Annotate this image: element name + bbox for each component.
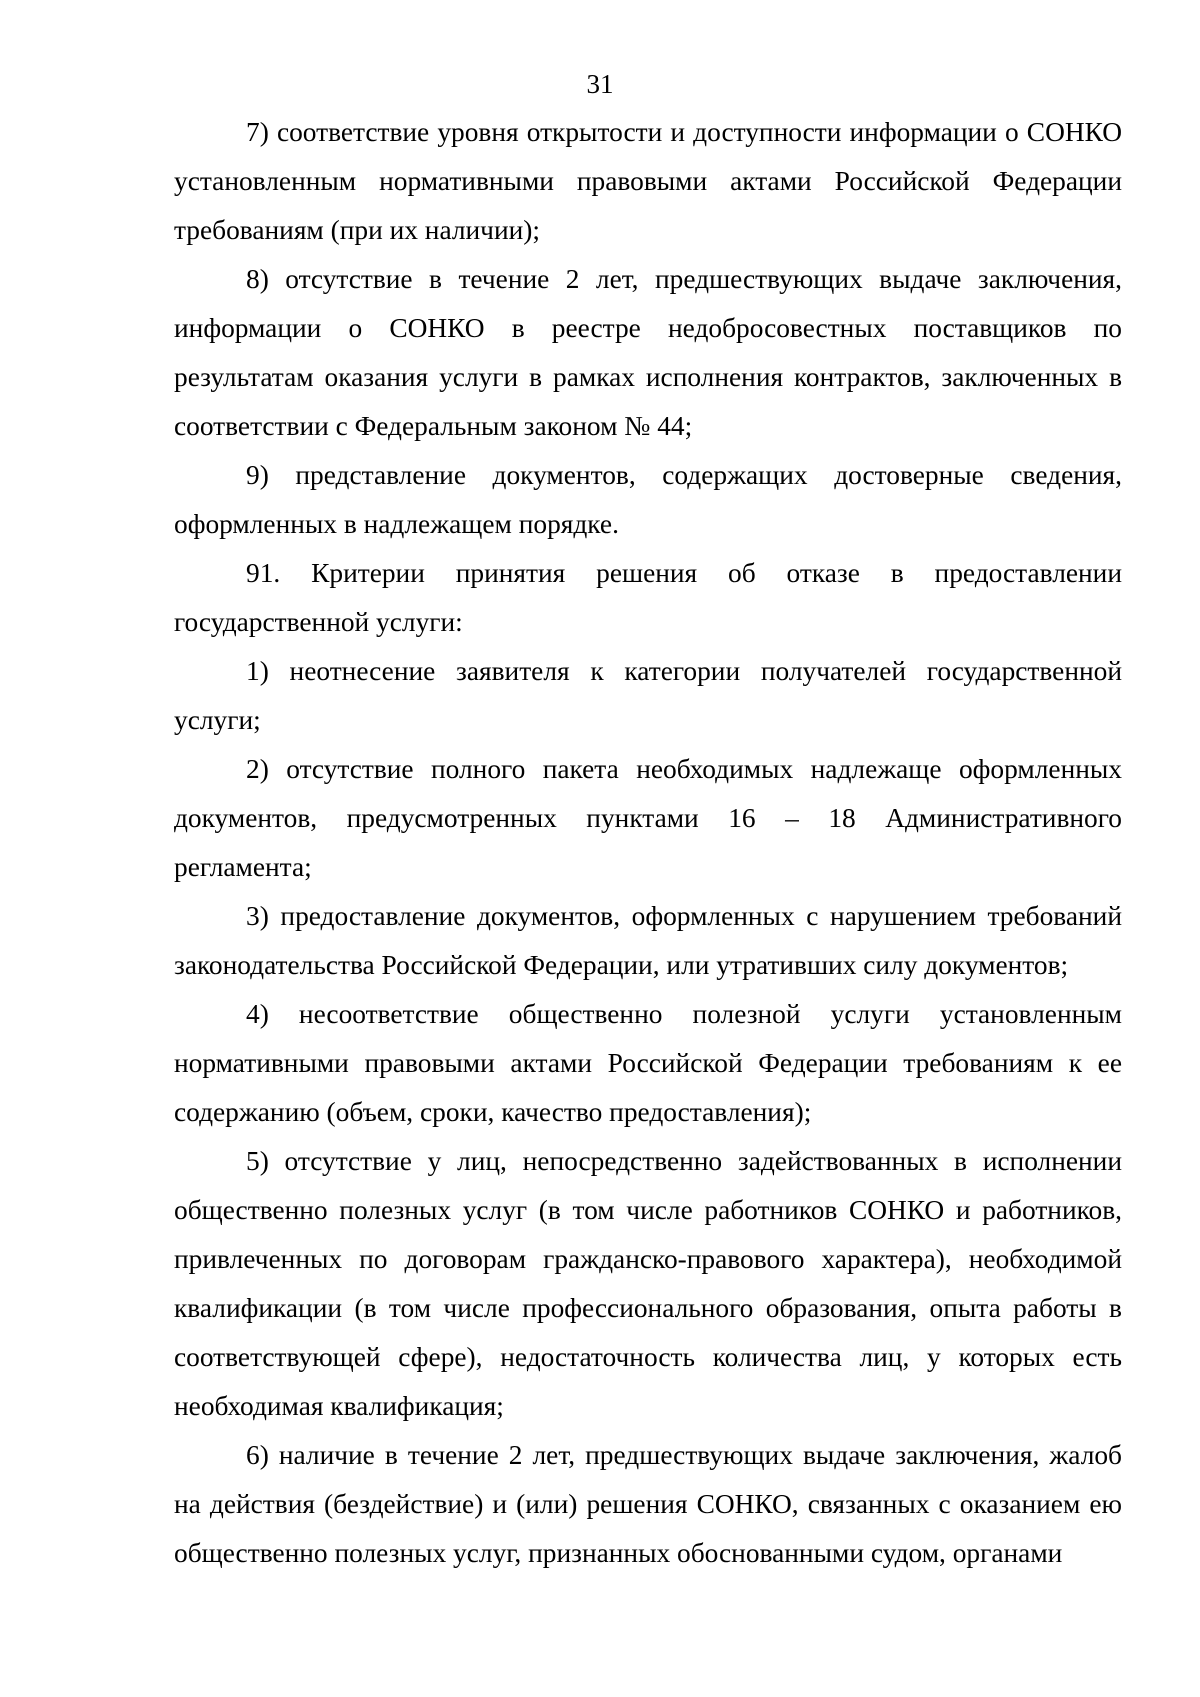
- paragraph-item-7: 7) соответствие уровня открытости и доступности информации о СОНКО установленным нормативными правовыми актами Российской Федерации требованиям (при их наличии);: [174, 117, 1122, 245]
- paragraph-criterion-4: 4) несоответствие общественно полезной услуги установленным нормативными правовыми актами Российской Федерации требованиям к ее содержанию (объем, сроки, качество предоставления);: [174, 999, 1122, 1127]
- page-number: 31: [586, 69, 614, 99]
- document-body: [174, 108, 1122, 1578]
- paragraph-item-9: 9) представление документов, содержащих достоверные сведения, оформленных в надлежащем порядке.: [174, 460, 1122, 539]
- paragraph-criterion-6: 6) наличие в течение 2 лет, предшествующих выдаче заключения, жалоб на действия (бездействие) и (или) решения СОНКО, связанных с оказанием ею общественно полезных услуг, признанных обоснованными судом, органами: [174, 1440, 1122, 1568]
- paragraph-clause-91: 91. Критерии принятия решения об отказе в предоставлении государственной услуги:: [174, 558, 1122, 637]
- paragraph-criterion-3: 3) предоставление документов, оформленных с нарушением требований законодательства Российской Федерации, или утративших силу документов;: [174, 901, 1122, 980]
- paragraph-criterion-5: 5) отсутствие у лиц, непосредственно задействованных в исполнении общественно полезных услуг (в том числе работников СОНКО и работников, привлеченных по договорам гражданско-правового характера), необходимой квалификации (в том числе профессионального образования, опыта работы в соответствующей сфере), недостаточность количества лиц, у которых есть необходимая квалификация;: [174, 1146, 1122, 1421]
- paragraph-criterion-2: 2) отсутствие полного пакета необходимых надлежаще оформленных документов, предусмотренных пунктами 16 – 18 Административного регламента;: [174, 754, 1122, 882]
- paragraph-criterion-1: 1) неотнесение заявителя к категории получателей государственной услуги;: [174, 656, 1122, 735]
- paragraph-item-8: 8) отсутствие в течение 2 лет, предшествующих выдаче заключения, информации о СОНКО в реестре недобросовестных поставщиков по результатам оказания услуги в рамках исполнения контрактов, заключенных в соответствии с Федеральным законом № 44;: [174, 264, 1122, 441]
